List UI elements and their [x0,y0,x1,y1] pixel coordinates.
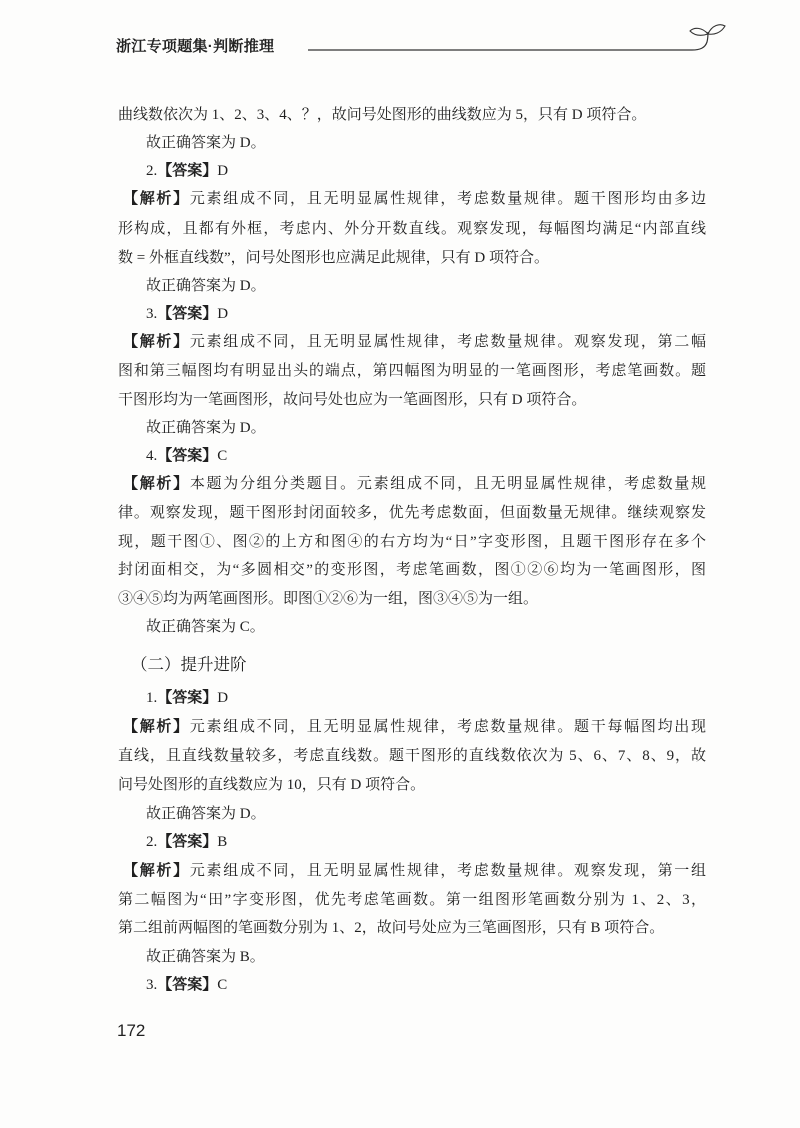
analysis-line: 第二组前两幅图的笔画数分别为 1、2，故问号处应为三笔画图形，只有 B 项符合。 [118,920,665,936]
page-number: 172 [117,1021,146,1040]
analysis-line: 干图形均为一笔画图形，故问号处也应为一笔画图形，只有 D 项符合。 [118,392,587,408]
analysis-line [123,859,706,883]
answer-value: B [217,834,228,850]
running-header-title: 浙江专项题集·判断推理 [116,38,275,55]
header-rule [300,22,740,62]
question-number: 3. [146,306,158,322]
sprout-icon [690,25,725,36]
analysis-line: 直线，且直线数量较多，考虑直线数。题干图形的直线数依次为 5、6、7、8、9，故 [118,748,706,764]
answer-line [146,302,706,326]
conclusion-line: 故正确答案为 B。 [146,949,265,965]
analysis-line: 律。观察发现，题干图形封闭面较多，优先考虑数面，但面数量无规律。继续观察发 [118,505,706,521]
conclusion-line: 故正确答案为 D。 [146,278,266,294]
analysis-line [123,715,706,739]
section-heading: （二）提升进阶 [131,656,247,674]
analysis-line [123,472,706,496]
conclusion-line: 故正确答案为 D。 [146,420,266,436]
analysis-text: 元素组成不同，且无明显属性规律，考虑数量规律。题干图形均由多边 [189,191,706,207]
analysis-line [123,187,706,211]
analysis-line [123,330,706,354]
answer-value: C [217,448,228,464]
answer-label: 【答案】 [157,976,218,993]
question-number: 4. [146,448,158,464]
analysis-line: 形构成，且都有外框，考虑内、外分开数直线。观察发现，每幅图均满足“内部直线 [118,221,706,237]
question-number: 3. [146,977,158,993]
answer-line [146,830,706,854]
analysis-label: 【解析】 [123,333,190,350]
analysis-line: 封闭面相交，为“多圆相交”的变形图，考虑笔画数，图①②⑥均为一笔画图形，图 [118,562,706,578]
answer-line [146,973,706,997]
question-number: 2. [146,163,158,179]
question-number: 2. [146,834,158,850]
conclusion-line: 故正确答案为 C。 [146,619,265,635]
analysis-label: 【解析】 [123,862,190,879]
analysis-label: 【解析】 [123,190,190,207]
analysis-text: 元素组成不同，且无明显属性规律，考虑数量规律。观察发现，第一组 [189,863,706,879]
answer-label: 【答案】 [157,447,218,464]
conclusion-line: 故正确答案为 D。 [146,135,266,151]
analysis-label: 【解析】 [123,475,190,492]
analysis-line: 第二幅图为“田”字变形图，优先考虑笔画数。第一组图形笔画数分别为 1、2、3， [118,892,706,908]
answer-line [146,686,706,710]
text-line: 曲线数依次为 1、2、3、4、？，故问号处图形的曲线数应为 5，只有 D 项符合。 [118,107,647,123]
answer-line [146,444,706,468]
answer-value: D [217,163,229,179]
question-number: 1. [146,690,158,706]
conclusion-line: 故正确答案为 D。 [146,806,266,822]
analysis-line: 数 = 外框直线数”，问号处图形也应满足此规律，只有 D 项符合。 [118,250,549,266]
answer-line [146,159,706,183]
analysis-line: 现，题干图①、图②的上方和图④的右方均为“日”字变形图，且题干图形存在多个 [118,534,706,550]
analysis-line: 图和第三幅图均有明显出头的端点，第四幅图为明显的一笔画图形，考虑笔画数。题 [118,363,706,379]
answer-label: 【答案】 [157,833,218,850]
answer-value: D [217,306,229,322]
analysis-label: 【解析】 [123,718,190,735]
answer-value: D [217,690,229,706]
answer-label: 【答案】 [157,162,218,179]
analysis-text: 元素组成不同，且无明显属性规律，考虑数量规律。题干每幅图均出现 [189,719,706,735]
analysis-line: ③④⑤均为两笔画图形。即图①②⑥为一组，图③④⑤为一组。 [118,591,539,607]
analysis-text: 元素组成不同，且无明显属性规律，考虑数量规律。观察发现，第二幅 [189,334,706,350]
analysis-line: 问号处图形的直线数应为 10，只有 D 项符合。 [118,777,426,793]
answer-value: C [217,977,228,993]
answer-label: 【答案】 [157,689,218,706]
answer-label: 【答案】 [157,305,218,322]
analysis-text: 本题为分组分类题目。元素组成不同，且无明显属性规律，考虑数量规 [189,476,706,492]
